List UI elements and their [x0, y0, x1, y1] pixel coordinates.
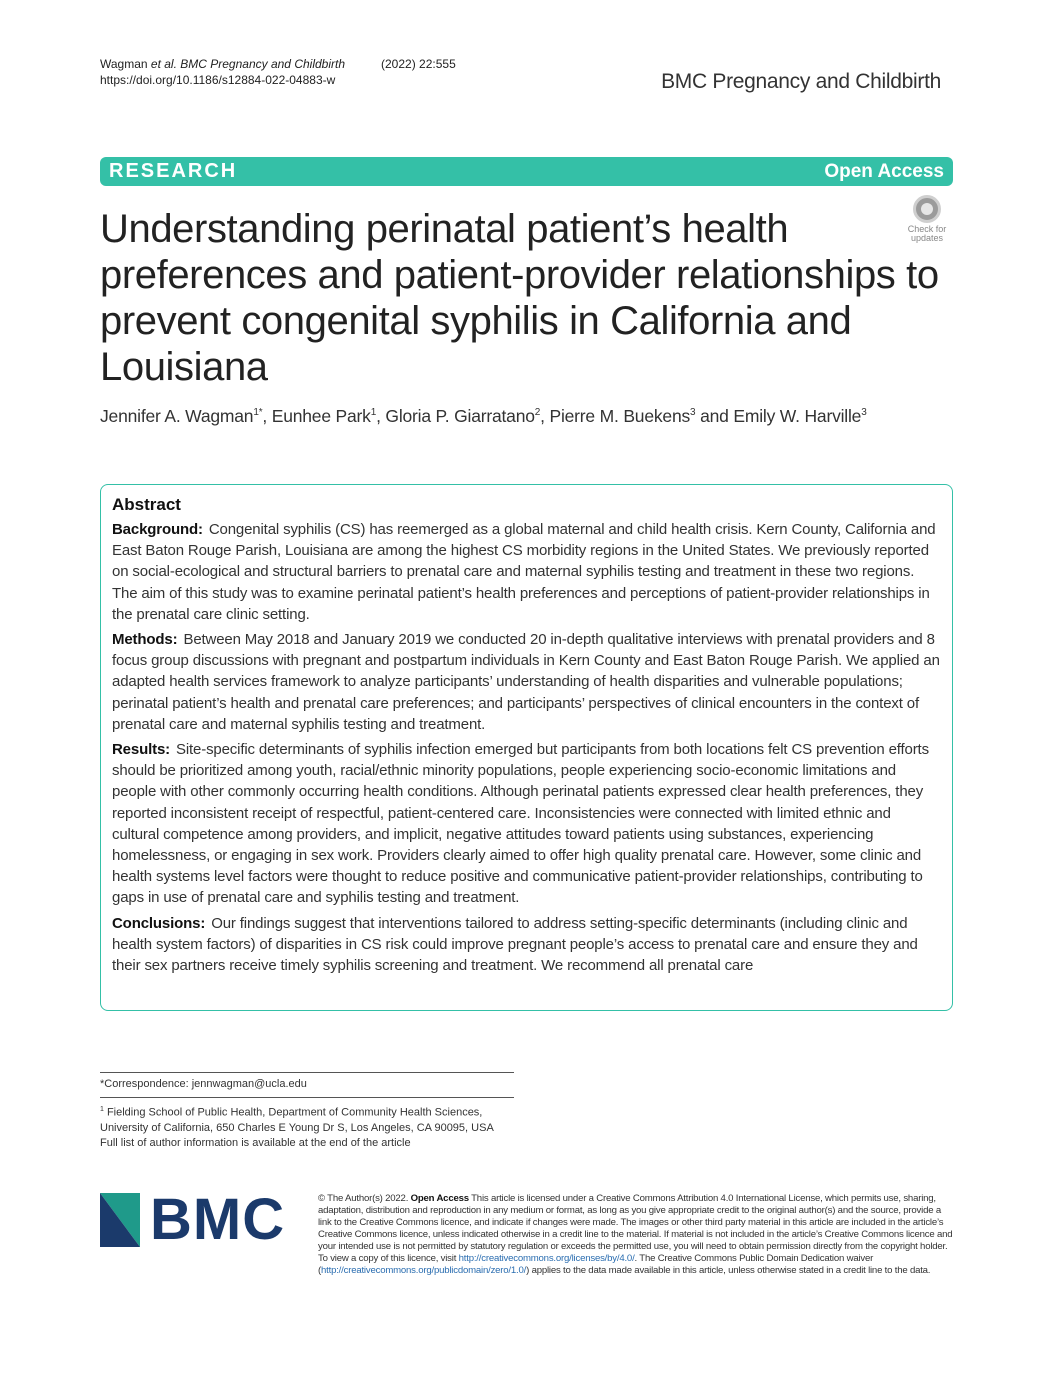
author-separator: ,: [262, 406, 272, 426]
license-body: . The Creative Commons Public Domain Dedication waiver (: [318, 1253, 874, 1276]
author-list: [100, 406, 867, 427]
abstract-section-text: Congenital syphilis (CS) has reemerged as a global maternal and child health crisis. Kern County, California and East Baton Rouge Parish, Louisiana are among the highest CS morbidity regions in the United States. We previously reported on social-ecological and structural barriers to prenatal care and maternal syphilis testing and treatment in these two regions. The aim of this study was to examine perinatal patient’s health preferences and perceptions of patient-provider relationships in the prenatal care clinic setting.: [112, 521, 936, 623]
author-name: Emily W. Harville: [733, 406, 862, 426]
author-name: Eunhee Park: [271, 406, 371, 426]
abstract-section-label: Background:: [112, 521, 203, 538]
abstract-section-text: Between May 2018 and January 2019 we conducted 20 in-depth qualitative interviews with prenatal providers and 8 focus group discussions with pregnant and postpartum individuals in Kern County and East Baton Rouge Parish. We applied an adapted health services framework to analyze participants’ understanding of health disparities and vulnerable populations; perinatal patient’s health and prenatal care preferences; and participants’ perspectives of clinical encounters in the context of prenatal care and maternal syphilis testing and treatment.: [112, 631, 940, 733]
license-link[interactable]: http://creativecommons.org/licenses/by/4.0/: [458, 1253, 635, 1264]
author-affiliation-sup: 1: [370, 407, 377, 419]
abstract-section-label: Conclusions:: [112, 914, 206, 932]
abstract-results: [112, 739, 940, 909]
author-name: Gloria P. Giarratano: [385, 406, 535, 426]
check-for-updates-badge[interactable]: [900, 195, 954, 245]
abstract-conclusions: [112, 913, 940, 977]
citation-authors: [100, 56, 345, 72]
bmc-logo-icon: [100, 1193, 140, 1247]
correspondence-note[interactable]: *Correspondence: jennwagman@ucla.edu: [100, 1078, 307, 1090]
author-separator: ,: [376, 406, 386, 426]
affiliation-sup: 1: [100, 1106, 104, 1113]
author[interactable]: [385, 406, 540, 426]
citation-header: [100, 56, 456, 88]
check-badge-line2: updates: [910, 233, 943, 243]
abstract-methods: [112, 629, 940, 735]
author-name: Jennifer A. Wagman: [100, 406, 254, 426]
author-affiliation-sup: 1*: [253, 407, 263, 419]
license-body: ) applies to the data made available in this article, unless otherwise stated in a credit line to the data.: [526, 1265, 931, 1276]
bmc-logo: [100, 1187, 295, 1252]
author[interactable]: [100, 406, 262, 426]
publicdomain-link[interactable]: http://creativecommons.org/publicdomain/zero/1.0/: [321, 1265, 527, 1276]
section-label: RESEARCH: [109, 160, 238, 182]
license-open-access: Open Access: [410, 1193, 469, 1204]
full-author-info-note: Full list of author information is available at the end of the article: [100, 1136, 411, 1149]
abstract-section-label: Results:: [112, 741, 170, 759]
bmc-logo-text: BMC: [150, 1187, 286, 1252]
author-name: Pierre M. Buekens: [549, 406, 691, 426]
license-intro: © The Author(s) 2022.: [318, 1193, 411, 1204]
author[interactable]: [549, 406, 695, 426]
article-type-band: [100, 157, 953, 186]
author-affiliation-sup: 2: [534, 407, 541, 419]
abstract-heading: Abstract: [112, 495, 181, 514]
citation-row: [100, 56, 456, 72]
author[interactable]: [272, 406, 376, 426]
license-text: [318, 1193, 953, 1277]
abstract-box: [100, 484, 953, 1011]
footnotes: [100, 1072, 514, 1151]
abstract-section-label: Methods:: [112, 631, 178, 649]
open-access-label: Open Access: [824, 160, 944, 182]
abstract-section-text: Site-specific determinants of syphilis infection emerged but participants from both locations felt CS prevention efforts should be prioritized among youth, racial/ethnic minority populations, people experiencing socio-economic limitations and people with other commonly occurring health conditions. Although perinatal patients expressed clear health preferences, they reported inconsistent receipt of respectful, patient-centered care. Inconsistencies were connected with limited ethnic and cultural competence among providers, and implicit, negative attitudes toward patients using substances, experiencing homelessness, or engaging in sex work. Providers clearly aimed to offer high quality prenatal care. However, some clinic and health systems level factors were thought to reduce positive and communicative patient-provider relationships, contributing to gaps in use of prenatal care and syphilis testing and treatment.: [112, 741, 929, 907]
citation-year-volume: (2022) 22:555: [381, 57, 456, 71]
article-title: Understanding perinatal patient’s health preferences and patient-provider relationships to prevent congenital syphilis in California and Louisiana: [100, 207, 939, 389]
journal-name: BMC Pregnancy and Childbirth: [661, 70, 941, 93]
affiliation-note: [100, 1098, 514, 1151]
check-badge-line1: Check for: [907, 224, 947, 234]
author-affiliation-sup: 3: [690, 407, 696, 419]
author-affiliation-sup: 3: [861, 407, 867, 419]
author-separator: and: [695, 406, 734, 426]
author[interactable]: [733, 406, 866, 426]
abstract-section-text: Our findings suggest that interventions tailored to address setting-specific determinants (including clinic and health system factors) of disparities in CS risk could improve pregnant people’s access to prenatal care and ensure they and their sex partners receive timely syphilis screening and treatment. We recommend all prenatal care: [112, 914, 918, 975]
check-for-updates-text: [908, 225, 947, 243]
citation-journal: et al. BMC Pregnancy and Childbirth: [150, 57, 346, 71]
citation-author-name: Wagman: [100, 57, 151, 71]
license-body: This article is licensed under a Creative Commons Attribution 4.0 International License, which permits use, sharing, adaptation, distribution and reproduction in any medium or format, as long as you give appropriate credit to the original author(s) and the source, provide a link to the Creative Commons licence, and indicate if changes were made. The images or other third party material in this article are included in the article’s Creative Commons licence, unless indicated otherwise in a credit line to the material. If material is not included in the article’s Creative Commons licence and your intended use is not permitted by statutory regulation or exceeds the permitted use, you will need to obtain permission directly from the copyright holder. To view a copy of this licence, visit: [318, 1193, 953, 1264]
abstract-background: [112, 519, 940, 625]
doi-link[interactable]: https://doi.org/10.1186/s12884-022-04883-w: [100, 73, 336, 87]
affiliation-text: Fielding School of Public Health, Department of Community Health Sciences, University of California, 650 Charles E Young Dr S, Los Angeles, CA 90095, USA: [100, 1106, 494, 1134]
author-separator: ,: [540, 406, 550, 426]
check-for-updates-icon: [913, 195, 941, 223]
